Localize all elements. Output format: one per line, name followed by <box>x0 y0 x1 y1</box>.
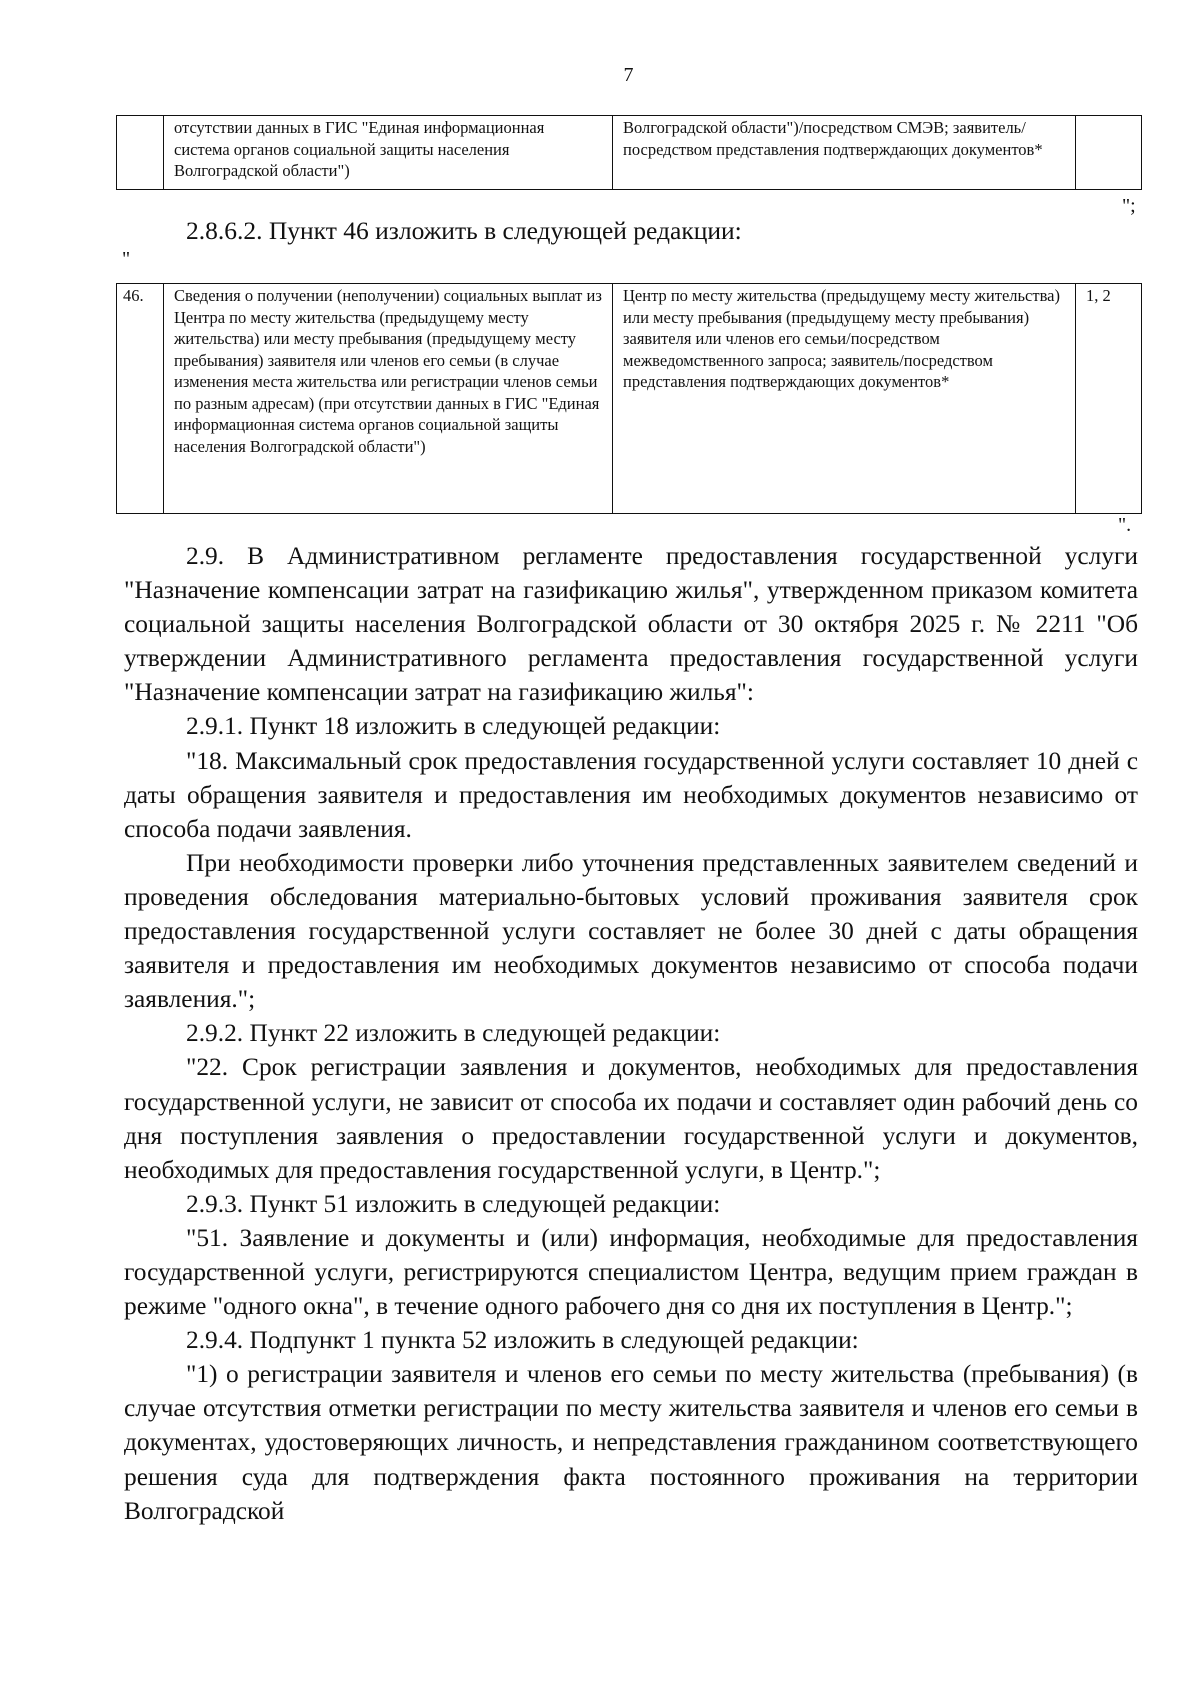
paragraph-2-9: 2.9. В Административном регламенте предоставления государственной услуги "Назначение компенсации затрат на газификацию жилья", утвержденном приказом комитета социальной защиты населения Волгоградской области от 30 октября 2025 г. № 2211 "Об утверждении Административного регламента предоставления государственной услуги "Назначение компенсации затрат на газификацию жилья": <box>124 542 1138 707</box>
paragraph-item-22: "22. Срок регистрации заявления и документов, необходимых для предоставления государственной услуги, не зависит от способа их подачи и составляет один рабочий день со дня поступления заявления о предоставлении государственной услуги и документов, необходимых для предоставления государственной услуги, в Центр."; <box>124 1053 1138 1184</box>
paragraph-item-18-cont: При необходимости проверки либо уточнения представленных заявителем сведений и проведения обследования материально-бытовых условий проживания заявителя срок предоставления государственной услуги составляет не более 30 дней с даты обращения заявителя и предоставления им необходимых документов независимо от способа подачи заявления."; <box>124 848 1138 1014</box>
row-groups-cell: 1, 2 <box>1076 284 1142 514</box>
paragraph-2-9-4: 2.9.4. Подпункт 1 пункта 52 изложить в следующей редакции: <box>186 1326 859 1355</box>
paragraph-subitem-1: "1) о регистрации заявителя и членов его семьи по месту жительства (пребывания) (в случае отсутствия отметки регистрации по месту жительства заявителя и членов его семьи в документах, удостоверяющих личность, и непредставления гражданином соответствующего решения суда для подтверждения факта постоянного проживания на территории Волгоградской <box>124 1360 1138 1525</box>
row-source-cell: Волгоградской области")/посредством СМЭВ; заявитель/посредством представления подтверждающих документов* <box>613 116 1076 190</box>
closing-quote-mark: ". <box>1118 514 1132 536</box>
paragraph-2-9-1: 2.9.1. Пункт 18 изложить в следующей редакции: <box>186 712 721 741</box>
closing-quote-mark: "; <box>1122 195 1136 217</box>
row-description-cell: отсутствии данных в ГИС "Единая информационная система органов социальной защиты населения Волгоградской области") <box>164 116 613 190</box>
page-number: 7 <box>623 64 634 86</box>
paragraph-item-51: "51. Заявление и документы и (или) информация, необходимые для предоставления государственной услуги, регистрируются специалистом Центра, ведущим прием граждан в режиме "одного окна", в течение одного рабочего дня со дня их поступления в Центр."; <box>124 1223 1138 1321</box>
subsection-heading: 2.8.6.2. Пункт 46 изложить в следующей редакции: <box>186 216 742 245</box>
table-row <box>117 116 1142 190</box>
paragraph-2-9-2: 2.9.2. Пункт 22 изложить в следующей редакции: <box>186 1019 721 1048</box>
opening-quote-mark: " <box>122 248 131 270</box>
row-number-cell <box>117 116 164 190</box>
row-source-cell: Центр по месту жительства (предыдущему месту жительства) или месту пребывания (предыдущему месту пребывания) заявителя или членов его семьи/посредством межведомственного запроса; заявитель/посредством представления подтверждающих документов* <box>613 284 1076 514</box>
amendment-table-item-46 <box>116 283 1142 514</box>
row-number-cell: 46. <box>117 284 164 514</box>
paragraph-2-9-3: 2.9.3. Пункт 51 изложить в следующей редакции: <box>186 1189 721 1218</box>
table-row <box>117 284 1142 514</box>
row-groups-cell <box>1076 116 1142 190</box>
document-body <box>124 539 1138 1528</box>
paragraph-item-18: "18. Максимальный срок предоставления государственной услуги составляет 10 дней с даты обращения заявителя и предоставления им необходимых документов независимо от способа подачи заявления. <box>124 746 1138 843</box>
row-description-cell: Сведения о получении (неполучении) социальных выплат из Центра по месту жительства (предыдущему месту жительства) или месту пребывания (предыдущему месту пребывания) заявителя или членов его семьи (в случае изменения места жительства или регистрации членов семьи по разным адресам) (при отсутствии данных в ГИС "Единая информационная система органов социальной защиты населения Волгоградской области") <box>164 284 613 514</box>
amendment-table-continued <box>116 115 1142 190</box>
